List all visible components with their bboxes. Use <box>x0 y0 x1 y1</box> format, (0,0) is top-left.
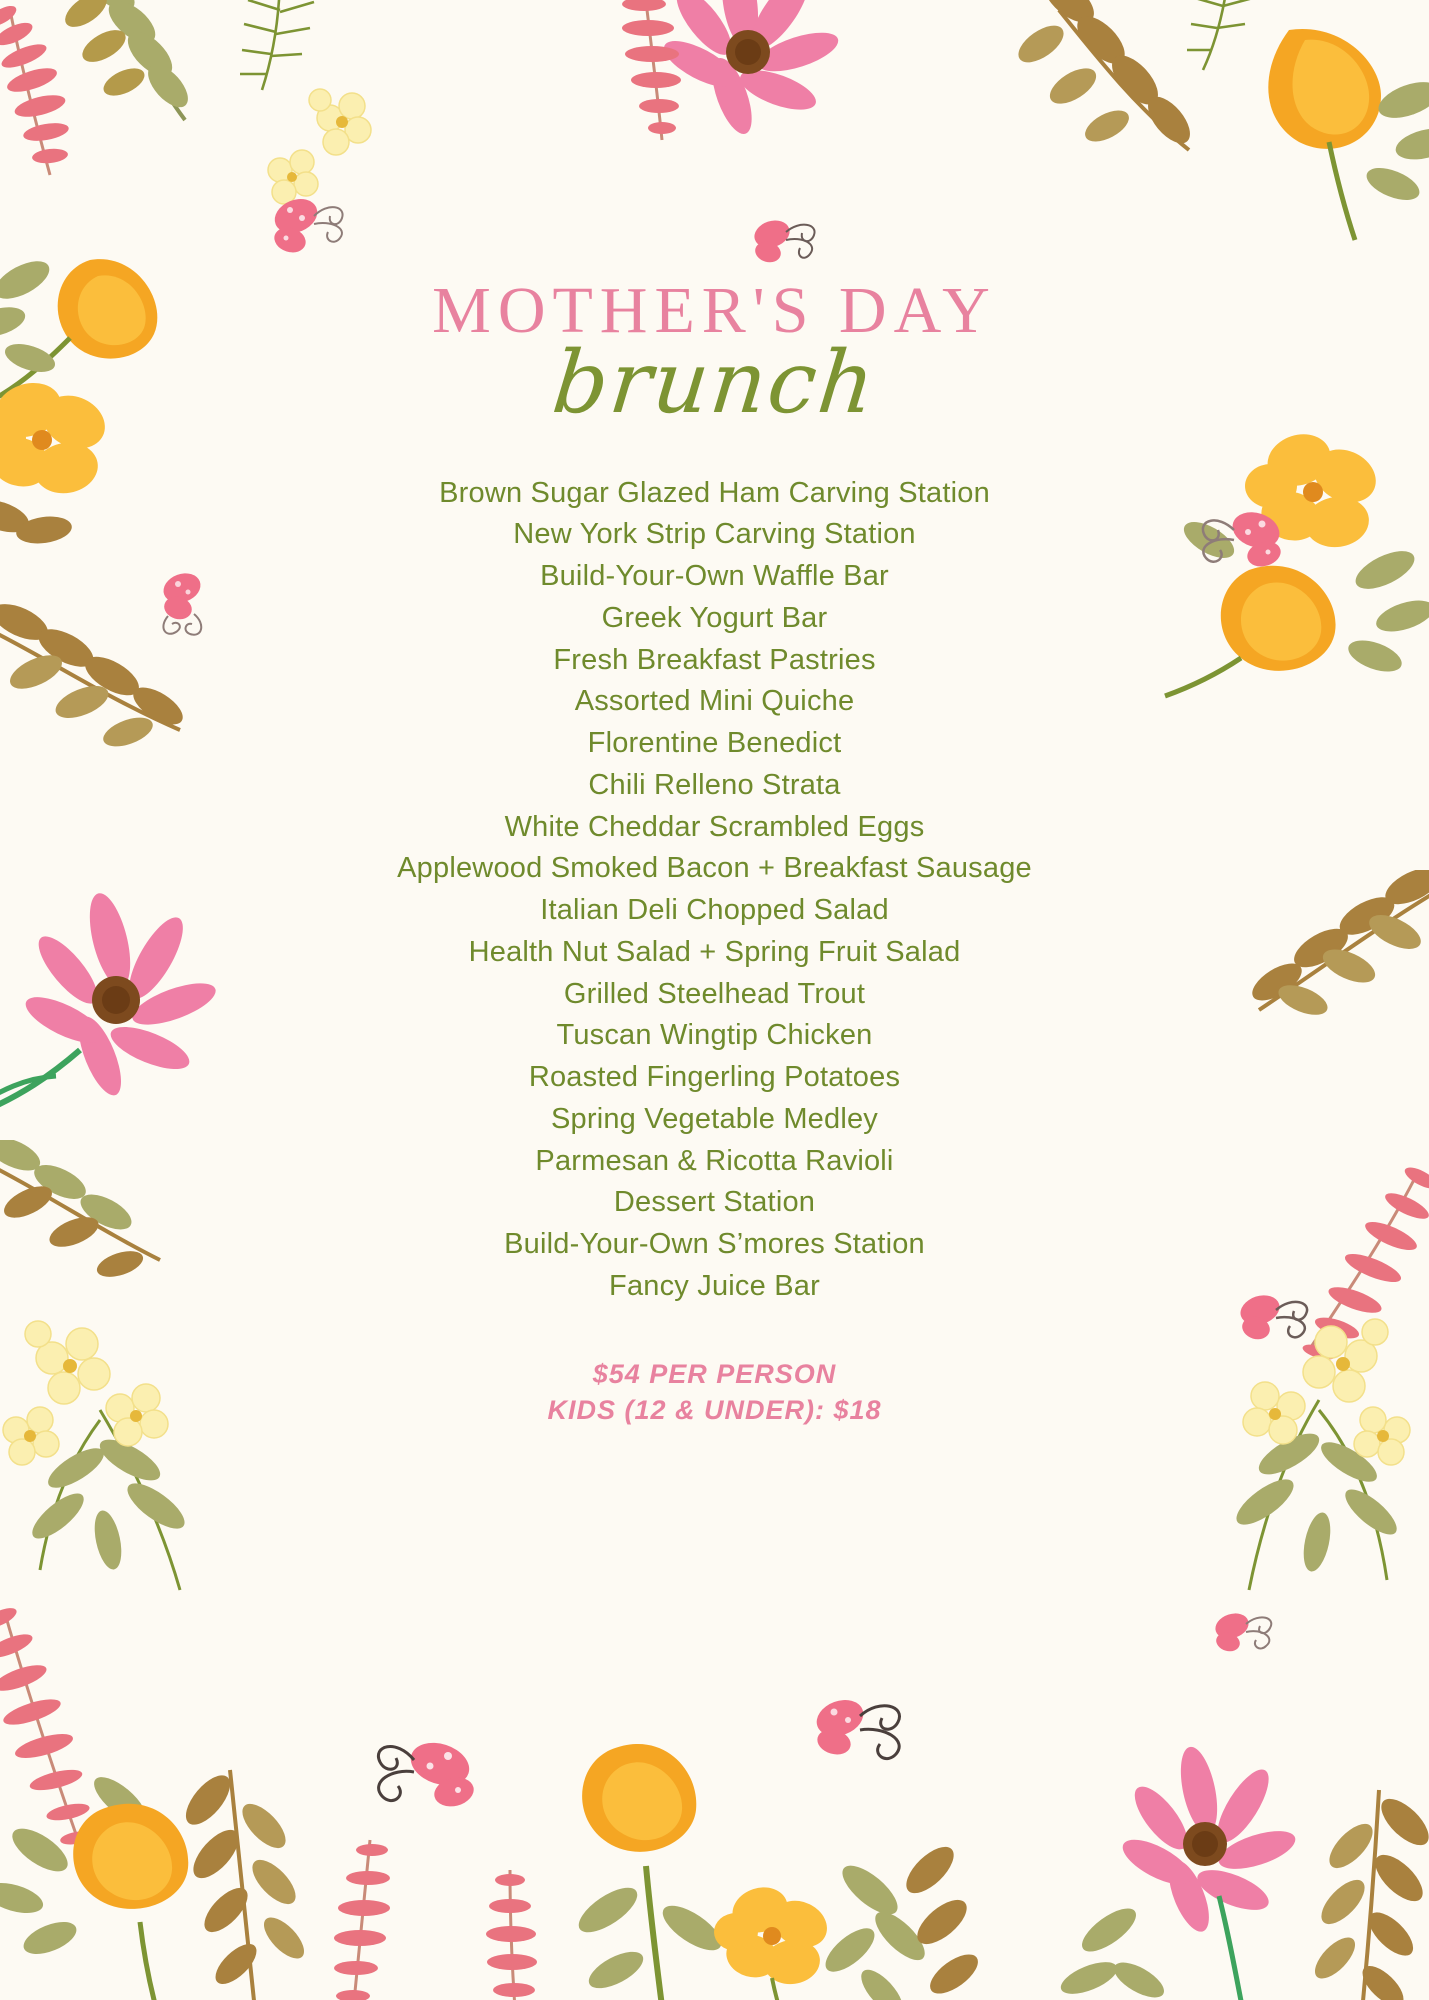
bottom-left-foliage-icon <box>0 1730 410 2000</box>
menu-item: Roasted Fingerling Potatoes <box>528 1061 901 1094</box>
menu-item: Applewood Smoked Bacon + Breakfast Sausage <box>397 852 1032 885</box>
menu-item: New York Strip Carving Station <box>513 518 916 551</box>
menu-item: Grilled Steelhead Trout <box>563 977 866 1010</box>
menu-item: Dessert Station <box>613 1186 816 1219</box>
menu-item: Build-Your-Own Waffle Bar <box>540 560 889 593</box>
bottom-center-foliage-icon <box>430 1730 990 2000</box>
orange-blossom-icon <box>714 1880 835 2000</box>
page-subtitle-script: brunch <box>548 333 882 433</box>
menu-item: Parmesan & Ricotta Ravioli <box>535 1144 894 1177</box>
page-title: MOTHER'S DAY <box>432 274 997 347</box>
orange-flower-icon <box>572 1744 728 2000</box>
menu-item: Chili Relleno Strata <box>588 768 841 801</box>
left-coral-spike-icon <box>0 1590 220 1920</box>
menu-item: Italian Deli Chopped Salad <box>540 894 889 927</box>
menu-item: Brown Sugar Glazed Ham Carving Station <box>439 476 990 509</box>
pricing-block <box>0 1356 1429 1429</box>
menu-item: White Cheddar Scrambled Eggs <box>504 810 925 843</box>
price-adult: $54 PER PERSON <box>592 1358 837 1389</box>
menu-item: Assorted Mini Quiche <box>574 685 855 718</box>
butterfly-icon <box>798 1682 928 1772</box>
menu-item: Florentine Benedict <box>587 727 842 760</box>
butterfly-icon <box>1200 1600 1300 1670</box>
menu-item: Health Nut Salad + Spring Fruit Salad <box>468 935 961 968</box>
menu-item: Fresh Breakfast Pastries <box>553 643 876 676</box>
menu-list <box>215 473 1215 1308</box>
menu-item: Tuscan Wingtip Chicken <box>556 1019 873 1052</box>
butterfly-icon <box>370 1720 520 1820</box>
orange-flower-icon <box>73 1804 188 2000</box>
menu-item: Build-Your-Own S’mores Station <box>504 1228 925 1261</box>
menu-item: Greek Yogurt Bar <box>601 601 828 634</box>
bottom-right-foliage-icon <box>1049 1730 1429 2000</box>
menu-item: Fancy Juice Bar <box>609 1269 820 1302</box>
menu-item: Spring Vegetable Medley <box>550 1102 879 1135</box>
price-kids: KIDS (12 & UNDER): $18 <box>547 1395 882 1426</box>
